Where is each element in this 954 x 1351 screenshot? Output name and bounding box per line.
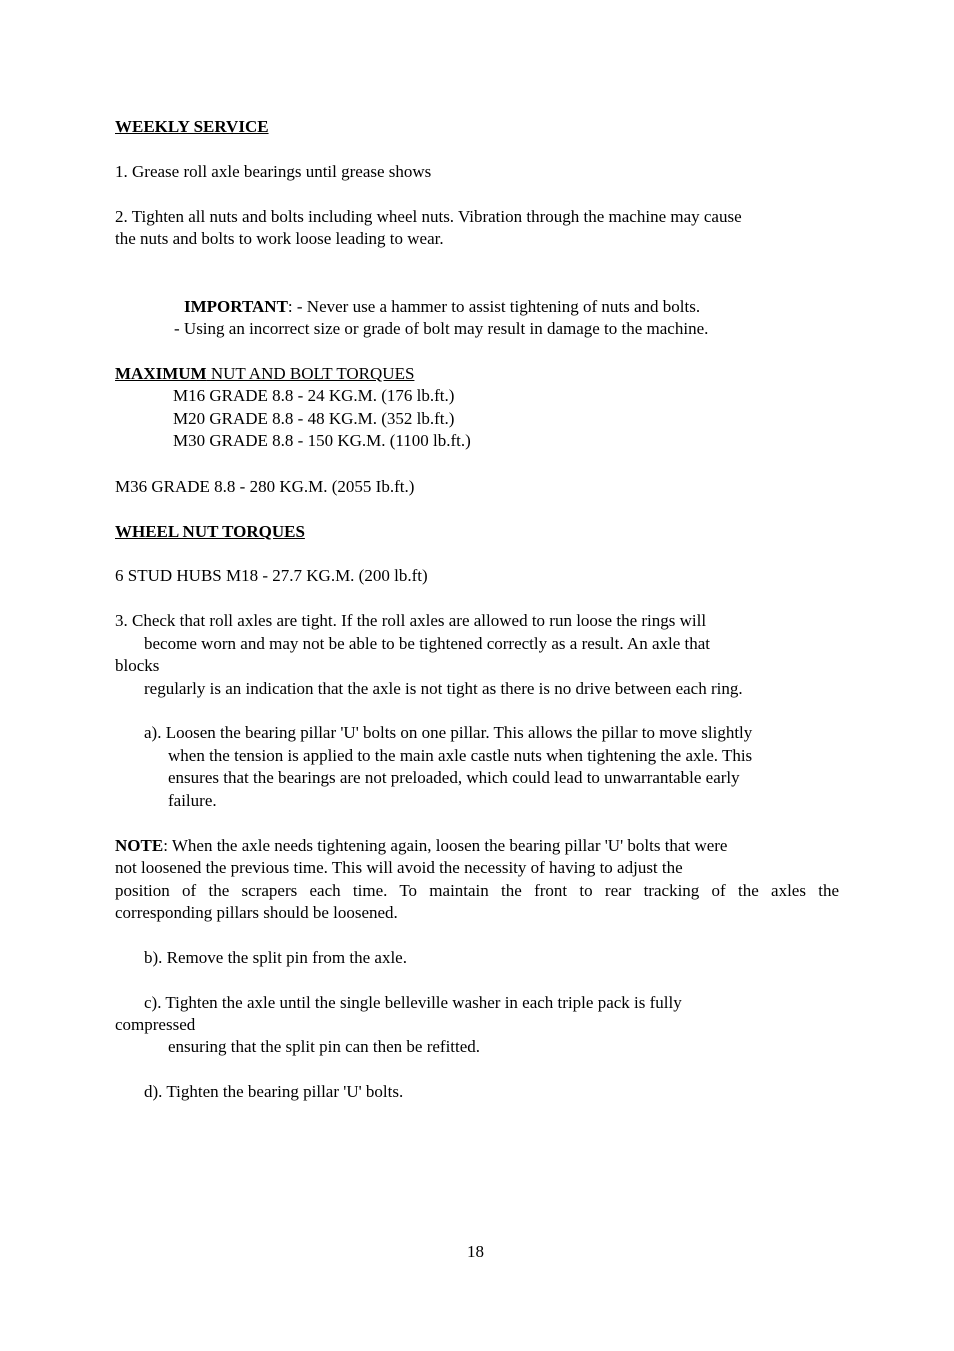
note-line-3: position of the scrapers each time. To maintain the front to rear tracking of the axles the [115, 881, 839, 900]
max-torques-heading-bold: MAXIMUM [115, 364, 207, 383]
note-line-1 [115, 835, 727, 857]
important-text-1: : - Never use a hammer to assist tightening of nuts and bolts. [287, 297, 701, 316]
step-a-line-2: when the tension is applied to the main axle castle nuts when tightening the axle. This [168, 746, 753, 765]
note-text-1: : When the axle needs tightening again, loosen the bearing pillar 'U' bolts that were [163, 836, 728, 855]
step-a-line-1: a). Loosen the bearing pillar 'U' bolts on one pillar. This allows the pillar to move slightly [144, 723, 753, 742]
item-3-line-3: blocks [115, 656, 160, 675]
max-torques-heading [115, 363, 414, 385]
torque-m20: M20 GRADE 8.8 - 48 KG.M. (352 lb.ft.) [173, 409, 455, 428]
wheel-nut-torques-heading: WHEEL NUT TORQUES [115, 522, 305, 541]
item-2-line-2: the nuts and bolts to work loose leading to wear. [115, 229, 444, 248]
stud-hubs-torque: 6 STUD HUBS M18 - 27.7 KG.M. (200 lb.ft) [115, 566, 428, 585]
max-torques-heading-rest: NUT AND BOLT TORQUES [206, 364, 415, 383]
important-line-2: - Using an incorrect size or grade of bolt may result in damage to the machine. [174, 319, 709, 338]
note-line-2: not loosened the previous time. This will avoid the necessity of having to adjust the [115, 858, 683, 877]
step-c-line-1: c). Tighten the axle until the single belleville washer in each triple pack is fully [144, 993, 682, 1012]
torque-m30: M30 GRADE 8.8 - 150 KG.M. (1100 lb.ft.) [173, 431, 471, 450]
item-3-line-2: become worn and may not be able to be tightened correctly as a result. An axle that [144, 634, 710, 653]
item-3-line-1: 3. Check that roll axles are tight. If the roll axles are allowed to run loose the rings will [115, 611, 707, 630]
important-label: IMPORTANT [184, 297, 288, 316]
item-3-line-4: regularly is an indication that the axle is not tight as there is no drive between each ring. [144, 679, 743, 698]
step-a-line-3: ensures that the bearings are not preloaded, which could lead to unwarrantable early [168, 768, 740, 787]
item-2-line-1: 2. Tighten all nuts and bolts including wheel nuts. Vibration through the machine may cause [115, 207, 742, 226]
step-c-line-3: ensuring that the split pin can then be refitted. [168, 1037, 481, 1056]
step-b: b). Remove the split pin from the axle. [144, 948, 407, 967]
item-1: 1. Grease roll axle bearings until grease shows [115, 162, 432, 181]
step-a-line-4: failure. [168, 791, 217, 810]
important-line-1 [184, 296, 700, 318]
step-c-line-2: compressed [115, 1015, 196, 1034]
torque-m16: M16 GRADE 8.8 - 24 KG.M. (176 lb.ft.) [173, 386, 455, 405]
page-number: 18 [467, 1242, 484, 1261]
weekly-service-heading: WEEKLY SERVICE [115, 117, 269, 136]
step-d: d). Tighten the bearing pillar 'U' bolts. [144, 1082, 404, 1101]
note-label: NOTE [115, 836, 164, 855]
torque-m36: M36 GRADE 8.8 - 280 KG.M. (2055 Ib.ft.) [115, 477, 415, 496]
note-line-4: corresponding pillars should be loosened. [115, 903, 398, 922]
